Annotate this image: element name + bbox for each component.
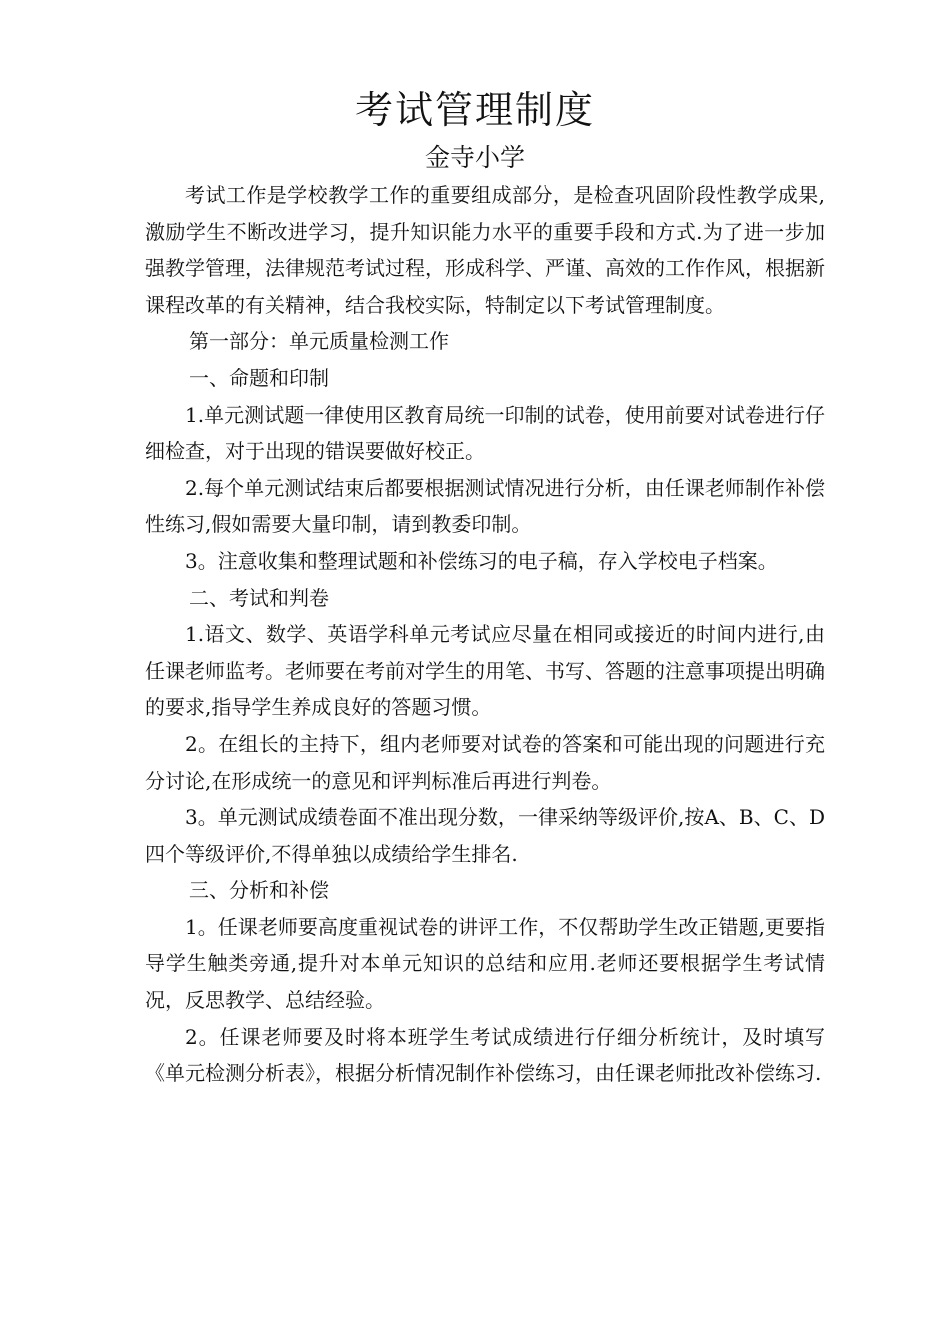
section-heading: 一、命题和印制 bbox=[189, 365, 329, 390]
rule-paragraph: 2.每个单元测试结束后都要根据测试情况进行分析，由任课老师制作补偿性练习,假如需要大量印制，请到教委印制。 bbox=[145, 475, 825, 537]
part-heading: 第一部分：单元质量检测工作 bbox=[189, 329, 449, 354]
intro-paragraph: 考试工作是学校教学工作的重要组成部分，是检查巩固阶段性教学成果,激励学生不断改进学习，提升知识能力水平的重要手段和方式.为了进一步加强教学管理，法律规范考试过程，形成科学、严谨、高效的工作作风，根据新课程改革的有关精神，结合我校实际，特制定以下考试管理制度。 bbox=[145, 183, 825, 317]
document-body bbox=[145, 177, 825, 1092]
rule-paragraph: 3。单元测试成绩卷面不准出现分数，一律采纳等级评价,按A、B、C、D四个等级评价,不得单独以成绩给学生排名. bbox=[145, 805, 825, 866]
rule-paragraph: 1.语文、数学、英语学科单元考试应尽量在相同或接近的时间内进行,由任课老师监考。老师要在考前对学生的用笔、书写、答题的注意事项提出明确的要求,指导学生养成良好的答题习惯。 bbox=[145, 622, 825, 720]
section-heading: 三、分析和补偿 bbox=[189, 878, 329, 903]
section-heading: 二、考试和判卷 bbox=[189, 585, 329, 610]
rule-paragraph: 2。在组长的主持下，组内老师要对试卷的答案和可能出现的问题进行充分讨论,在形成统一的意见和评判标准后再进行判卷。 bbox=[145, 731, 825, 793]
rule-paragraph: 1。任课老师要高度重视试卷的讲评工作，不仅帮助学生改正错题,更要指导学生触类旁通,提升对本单元知识的总结和应用.老师还要根据学生考试情况，反思教学、总结经验。 bbox=[145, 914, 825, 1013]
rule-paragraph: 3。注意收集和整理试题和补偿练习的电子稿，存入学校电子档案。 bbox=[185, 548, 778, 573]
rule-paragraph: 2。任课老师要及时将本班学生考试成绩进行仔细分析统计，及时填写《单元检测分析表》，根据分析情况制作补偿练习，由任课老师批改补偿练习. bbox=[145, 1024, 825, 1086]
rule-paragraph: 1.单元测试题一律使用区教育局统一印制的试卷，使用前要对试卷进行仔细检查，对于出现的错误要做好校正。 bbox=[145, 402, 825, 464]
document-title: 考试管理制度 bbox=[354, 88, 595, 132]
school-name: 金寺小学 bbox=[424, 143, 525, 172]
